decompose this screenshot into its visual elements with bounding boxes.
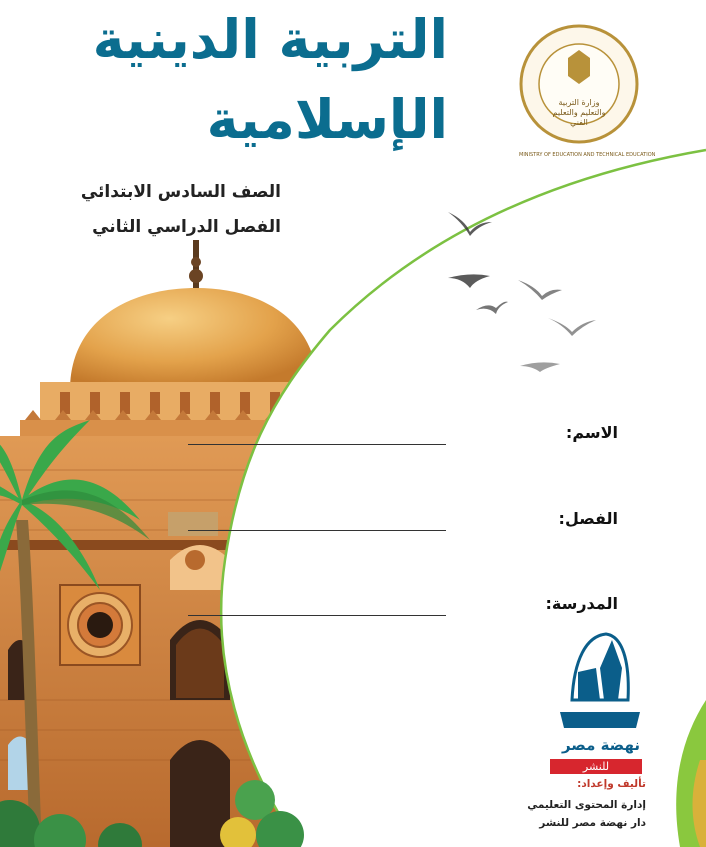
grade-label: الصف السادس الابتدائي <box>80 182 281 202</box>
ministry-seal <box>519 24 656 158</box>
school-field[interactable] <box>188 594 618 618</box>
book-title-line1: التربية الدينية <box>92 8 448 71</box>
school-line[interactable] <box>188 615 446 616</box>
credits-line1: إدارة المحتوى التعليمي <box>527 799 646 811</box>
name-line[interactable] <box>188 444 446 445</box>
credits-line2: دار نهضة مصر للنشر <box>539 817 646 829</box>
seal-ring-text: MINISTRY OF EDUCATION AND TECHNICAL EDUCATION <box>519 152 656 158</box>
name-label: الاسم: <box>565 423 618 442</box>
term-label: الفصل الدراسي الثاني <box>92 217 281 237</box>
publisher-tag: للنشر <box>550 759 642 774</box>
credits-heading: تأليف وإعداد: <box>577 778 646 790</box>
name-field[interactable] <box>188 423 618 447</box>
publisher-name: نهضة مصر <box>561 736 641 754</box>
school-label: المدرسة: <box>545 594 618 613</box>
book-title-line2: الإسلامية <box>206 88 448 151</box>
class-field[interactable] <box>188 509 618 533</box>
seal-arabic-text: وزارة التربية والتعليم والتعليم الفني <box>552 98 606 127</box>
class-label: الفصل: <box>558 509 618 528</box>
class-line[interactable] <box>188 530 446 531</box>
